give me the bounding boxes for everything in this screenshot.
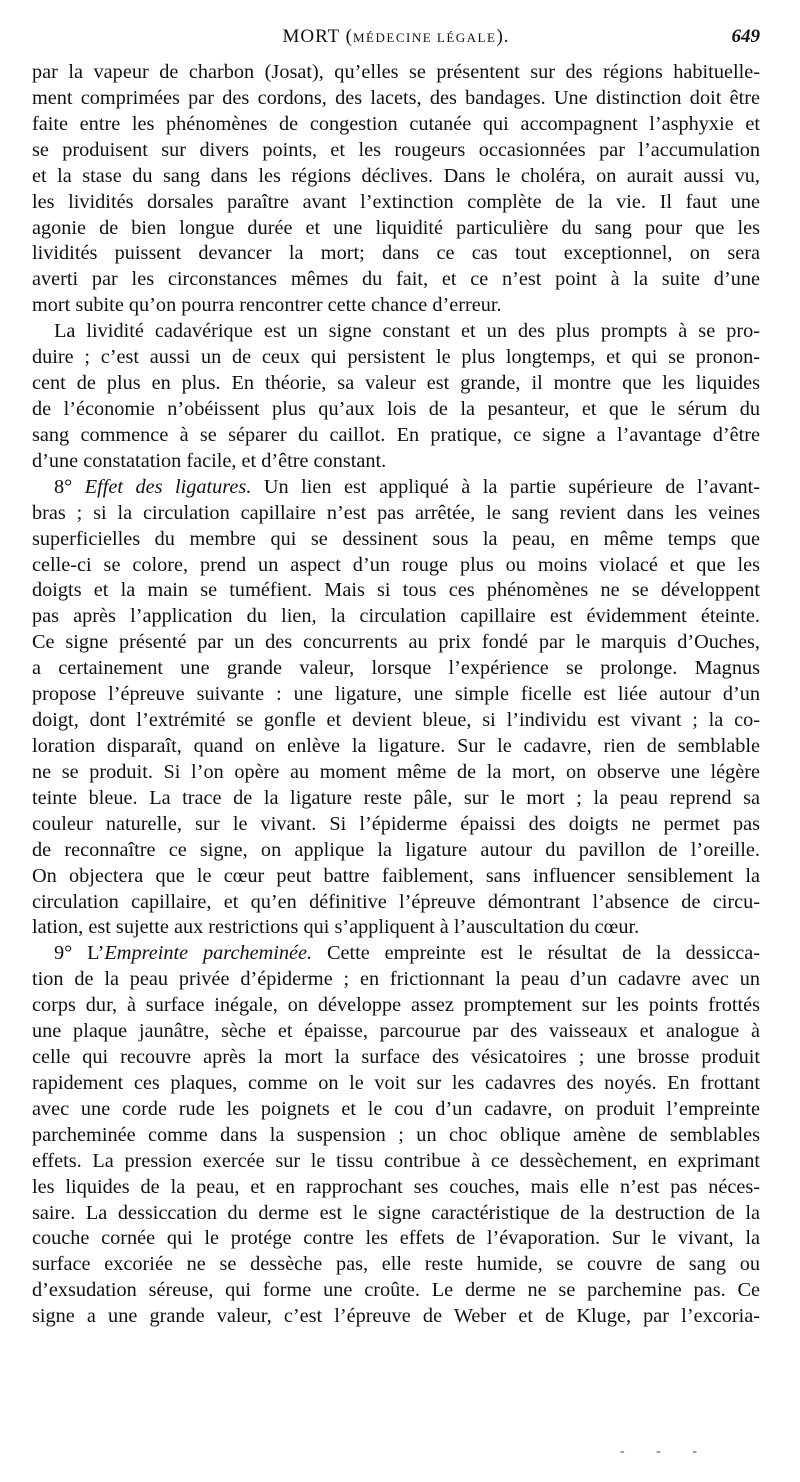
text-line: [32, 812, 760, 838]
text-line: [32, 915, 760, 941]
title-close: ).: [496, 26, 510, 47]
text-line: [32, 1123, 760, 1149]
text-line: [32, 1097, 760, 1123]
text-line: [32, 1071, 760, 1097]
line-text: les liquides de la peau, et en rapprochant ses couches, mais elle n’est pas néces-: [32, 1175, 760, 1198]
page-number: 649: [731, 26, 760, 47]
line-text: ne se produit. Si l’on opère au moment même de la mort, on observe une légère: [32, 760, 760, 783]
text-line: [32, 682, 760, 708]
line-text: duire ; c’est aussi un de ceux qui persistent le plus longtemps, et qui se pronon-: [32, 346, 760, 369]
line-text: par la vapeur de charbon (Josat), qu’elles se présentent sur des régions habituelle-: [32, 61, 760, 83]
line-text: de reconnaître ce signe, on applique la ligature autour du pavillon de l’oreille.: [32, 838, 760, 861]
line-text: rapidement ces plaques, comme on le voit sur les cadavres des noyés. En frottant: [32, 1071, 760, 1094]
text-line: [32, 656, 760, 682]
line-text: couleur naturelle, sur le vivant. Si l’épiderme épaissi des doigts ne permet pas: [32, 812, 760, 835]
line-text: les lividités dorsales paraître avant l’extinction complète de la vie. Il faut une: [32, 190, 760, 213]
text-line: [32, 449, 760, 475]
text-line: [32, 734, 760, 760]
text-line: [32, 241, 760, 267]
line-text: se produisent sur divers points, et les rougeurs occasionnées par l’accumulation: [32, 138, 760, 161]
line-text: pas après l’application du lien, la circulation capillaire est évidemment éteinte.: [32, 605, 760, 628]
text-line: [32, 1019, 760, 1045]
title-main: MORT (: [282, 26, 353, 47]
text-line: [32, 553, 760, 579]
text-line: [32, 864, 760, 890]
text-line: [32, 993, 760, 1019]
text-line: [32, 1278, 760, 1304]
text-line: [32, 604, 760, 630]
text-line: [32, 1304, 760, 1330]
text-line: [32, 1226, 760, 1252]
text-line: [32, 1252, 760, 1278]
line-text: celle qui recouvre après la mort la surface des vésicatoires ; une brosse produit: [32, 1046, 760, 1069]
text-line: [32, 319, 760, 345]
text-line: [32, 578, 760, 604]
line-text: tion de la peau privée d’épiderme ; en frictionnant la peau d’un cadavre avec un: [32, 968, 760, 991]
line-text: superficielles du membre qui se dessinent sous la peau, en même temps que: [32, 527, 760, 550]
line-text: teinte bleue. La trace de la ligature reste pâle, sur le mort ; la peau reprend sa: [32, 786, 760, 809]
text-line: [32, 501, 760, 527]
text-line: [32, 967, 760, 993]
text-line: [32, 293, 760, 319]
body-text: [32, 60, 760, 1330]
line-text: Cette empreinte est le résultat de la dessicca-: [312, 942, 760, 965]
line-text: d’exsudation séreuse, qui forme une croûte. Le derme ne se parchemine pas. Ce: [32, 1279, 760, 1302]
text-line: [32, 630, 760, 656]
line-text: doigt, dont l’extrémité se gonfle et devient bleue, si l’individu est vivant ; la co-: [32, 709, 760, 732]
section-number: 8°: [54, 475, 85, 498]
section-number: 9° L’: [54, 942, 105, 965]
text-line: [32, 371, 760, 397]
line-text: Un lien est appliqué à la partie supérieure de l’avant-: [251, 475, 760, 498]
line-text: agonie de bien longue durée et une liquidité particulière du sang pour que les: [32, 216, 760, 239]
text-line: [32, 86, 760, 112]
text-line: [32, 267, 760, 293]
line-text: une plaque jaunâtre, sèche et épaisse, parcourue par des vaisseaux et analogue à: [32, 1020, 760, 1043]
line-text: faite entre les phénomènes de congestion cutanée qui accompagnent l’asphyxie et: [32, 112, 760, 135]
text-line: [32, 708, 760, 734]
text-line: [32, 397, 760, 423]
text-line: [32, 838, 760, 864]
line-text: bras ; si la circulation capillaire n’est pas arrêtée, le sang revient dans les veines: [32, 501, 760, 524]
text-line: [32, 1045, 760, 1071]
line-text: averti par les circonstances mêmes du fait, et ce n’est point à la suite d’une: [32, 268, 760, 291]
line-text: sang commence à se séparer du caillot. En pratique, ce signe a l’avantage d’être: [32, 423, 760, 446]
line-text: signe a une grande valeur, c’est l’épreuve de Weber et de Kluge, par l’excoria-: [32, 1305, 760, 1328]
line-text: On objectera que le cœur peut battre faiblement, sans influencer sensiblement la: [32, 864, 760, 887]
text-line: [32, 1175, 760, 1201]
text-line: [32, 786, 760, 812]
line-text: Ce signe présenté par un des concurrents au prix fondé par le marquis d’Ouches,: [32, 631, 760, 654]
line-text: loration disparaît, quand on enlève la ligature. Sur le cadavre, rien de semblable: [32, 734, 760, 757]
running-title: [32, 26, 760, 48]
text-line: [32, 164, 760, 190]
text-line: [32, 190, 760, 216]
line-text: cent de plus en plus. En théorie, sa valeur est grande, il montre que les liquides: [32, 372, 760, 395]
text-line: [32, 345, 760, 371]
line-text: de l’économie n’obéissent plus qu’aux lois de la pesanteur, et que le sérum du: [32, 397, 760, 420]
line-text: et la stase du sang dans les régions déclives. Dans le choléra, on aurait aussi vu,: [32, 164, 760, 187]
running-header: [32, 22, 760, 50]
line-text: doigts et la main se tuméfient. Mais si tous ces phénomènes ne se développent: [32, 579, 760, 602]
footer-marks: - - -: [620, 1444, 711, 1459]
document-page: [32, 22, 760, 1330]
text-line: [32, 1201, 760, 1227]
line-text: a certainement une grande valeur, lorsque l’expérience se prolonge. Magnus: [32, 657, 760, 680]
line-text: ment comprimées par des cordons, des lacets, des bandages. Une distinction doit être: [32, 86, 760, 109]
line-text: propose l’épreuve suivante : une ligature, une simple ficelle est liée autour d’un: [32, 683, 760, 706]
text-line: [32, 475, 760, 501]
line-text: parcheminée comme dans la suspension ; un choc oblique amène de semblables: [32, 1123, 760, 1146]
line-text: avec une corde rude les poignets et le cou d’un cadavre, on produit l’empreinte: [32, 1097, 760, 1120]
text-line: [32, 527, 760, 553]
line-text: circulation capillaire, et qu’en définitive l’épreuve démontrant l’absence de circu-: [32, 890, 760, 913]
text-line: [32, 60, 760, 86]
text-line: [32, 1149, 760, 1175]
line-text: saire. La dessiccation du derme est le signe caractéristique de la destruction de la: [32, 1201, 760, 1224]
line-text: couche cornée qui le protége contre les effets de l’évaporation. Sur le vivant, la: [32, 1227, 760, 1250]
title-smallcaps: MÉDECINE LÉGALE: [352, 30, 497, 45]
text-line: [32, 890, 760, 916]
line-text: lividités puissent devancer la mort; dans ce cas tout exceptionnel, on sera: [32, 242, 760, 265]
line-text: effets. La pression exercée sur le tissu contribue à ce dessèchement, en exprimant: [32, 1149, 760, 1172]
line-text: d’une constatation facile, et d’être constant.: [32, 449, 387, 472]
section-heading: Effet des ligatures.: [84, 475, 252, 498]
line-text: surface excoriée ne se dessèche pas, elle reste humide, se couvre de sang ou: [32, 1253, 760, 1276]
line-text: lation, est sujette aux restrictions qui s’appliquent à l’auscultation du cœur.: [32, 916, 640, 939]
line-text: corps dur, à surface inégale, on développe assez promptement sur les points frottés: [32, 994, 760, 1017]
text-line: [32, 216, 760, 242]
line-text: mort subite qu’on pourra rencontrer cette chance d’erreur.: [32, 294, 502, 317]
text-line: [32, 941, 760, 967]
line-text: celle-ci se colore, prend un aspect d’un rouge plus ou moins violacé et que les: [32, 553, 760, 576]
text-line: [32, 138, 760, 164]
line-text: La lividité cadavérique est un signe constant et un des plus prompts à se pro-: [54, 320, 760, 343]
text-line: [32, 112, 760, 138]
text-line: [32, 423, 760, 449]
text-line: [32, 760, 760, 786]
section-heading: Empreinte parcheminée.: [104, 942, 313, 965]
